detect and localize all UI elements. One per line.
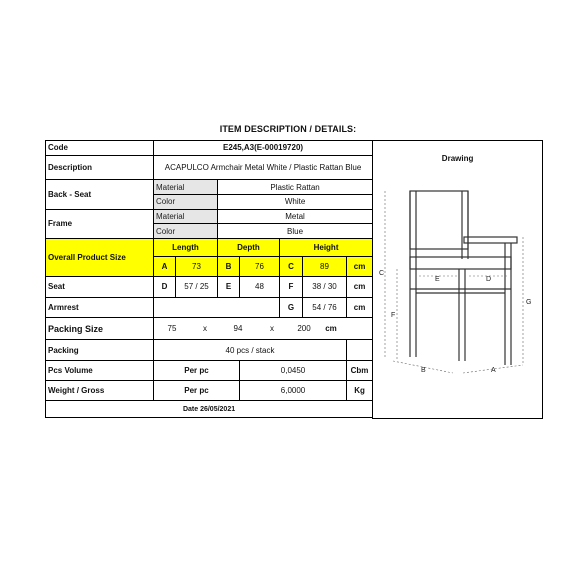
dim-label-c: C (379, 270, 385, 277)
dim-f-label: F (280, 277, 303, 297)
dim-d-value: 57 / 25 (176, 277, 218, 297)
description-label: Description (46, 155, 154, 180)
depth-header: Depth (218, 238, 280, 256)
armrest-shape (464, 237, 517, 243)
item-details-table (45, 140, 543, 420)
row-code (46, 141, 543, 156)
dim-a-value: 73 (176, 257, 218, 277)
volume-label: Pcs Volume (46, 360, 154, 380)
drawing-cell (373, 141, 543, 419)
back-seat-label: Back - Seat (46, 180, 154, 209)
back-seat-color-label: Color (154, 195, 218, 210)
packing-size-label: Packing Size (46, 317, 154, 340)
packing-value: 40 pcs / stack (154, 340, 347, 360)
height-header: Height (280, 238, 373, 256)
armrest-unit: cm (347, 297, 373, 317)
code-label: Code (46, 141, 154, 156)
packing-x2: x (270, 324, 274, 334)
frame-material-label: Material (154, 209, 218, 224)
back-seat-material-value: Plastic Rattan (218, 180, 373, 195)
frame-color-label: Color (154, 224, 218, 239)
volume-unit: Cbm (347, 360, 373, 380)
packing-length: 75 (167, 324, 177, 334)
frame-material-value: Metal (218, 209, 373, 224)
weight-unit: Kg (347, 380, 373, 400)
date-text: Date 26/05/2021 (46, 401, 373, 418)
description-value: ACAPULCO Armchair Metal White / Plastic Rattan Blue (154, 155, 373, 180)
dim-b-value: 76 (240, 257, 280, 277)
dim-label-b: B (421, 367, 426, 374)
dim-label-e: E (435, 276, 440, 283)
dim-label-g: G (526, 299, 532, 306)
packing-width: 94 (233, 324, 243, 334)
packing-unit: cm (325, 324, 337, 334)
back-seat-material-label: Material (154, 180, 218, 195)
packing-x1: x (203, 324, 207, 334)
dim-label-d: D (486, 276, 492, 283)
seat-label: Seat (46, 277, 154, 297)
back-seat-color-value: White (218, 195, 373, 210)
weight-value: 6,0000 (240, 380, 347, 400)
code-value: E245,A3(E-00019720) (154, 141, 373, 156)
volume-value: 0,0450 (240, 360, 347, 380)
chair-drawing (373, 189, 541, 377)
frame-color-value: Blue (218, 224, 373, 239)
drawing-title: Drawing (441, 154, 474, 163)
weight-label: Weight / Gross (46, 380, 154, 400)
dim-label-a: A (491, 367, 496, 374)
packing-label: Packing (46, 340, 154, 360)
overall-unit: cm (347, 257, 373, 277)
volume-per: Per pc (154, 360, 240, 380)
weight-per: Per pc (154, 380, 240, 400)
frame-label: Frame (46, 209, 154, 238)
dim-e-value: 48 (240, 277, 280, 297)
dim-e-label: E (218, 277, 240, 297)
dim-g-label: G (280, 297, 303, 317)
packing-height: 200 (297, 324, 311, 334)
dim-label-f: F (391, 312, 396, 319)
backrest-shape (410, 191, 468, 249)
overall-size-label: Overall Product Size (46, 238, 154, 276)
seat-shape (410, 257, 511, 269)
seat-unit: cm (347, 277, 373, 297)
dim-f-value: 38 / 30 (303, 277, 347, 297)
length-header: Length (154, 238, 218, 256)
armrest-label: Armrest (46, 297, 154, 317)
dim-c-label: C (280, 257, 303, 277)
dim-g-value: 54 / 76 (303, 297, 347, 317)
dim-c-value: 89 (303, 257, 347, 277)
dim-b-label: B (218, 257, 240, 277)
dim-a-label: A (154, 257, 176, 277)
page-title: ITEM DESCRIPTION / DETAILS: (219, 124, 357, 134)
dim-d-label: D (154, 277, 176, 297)
